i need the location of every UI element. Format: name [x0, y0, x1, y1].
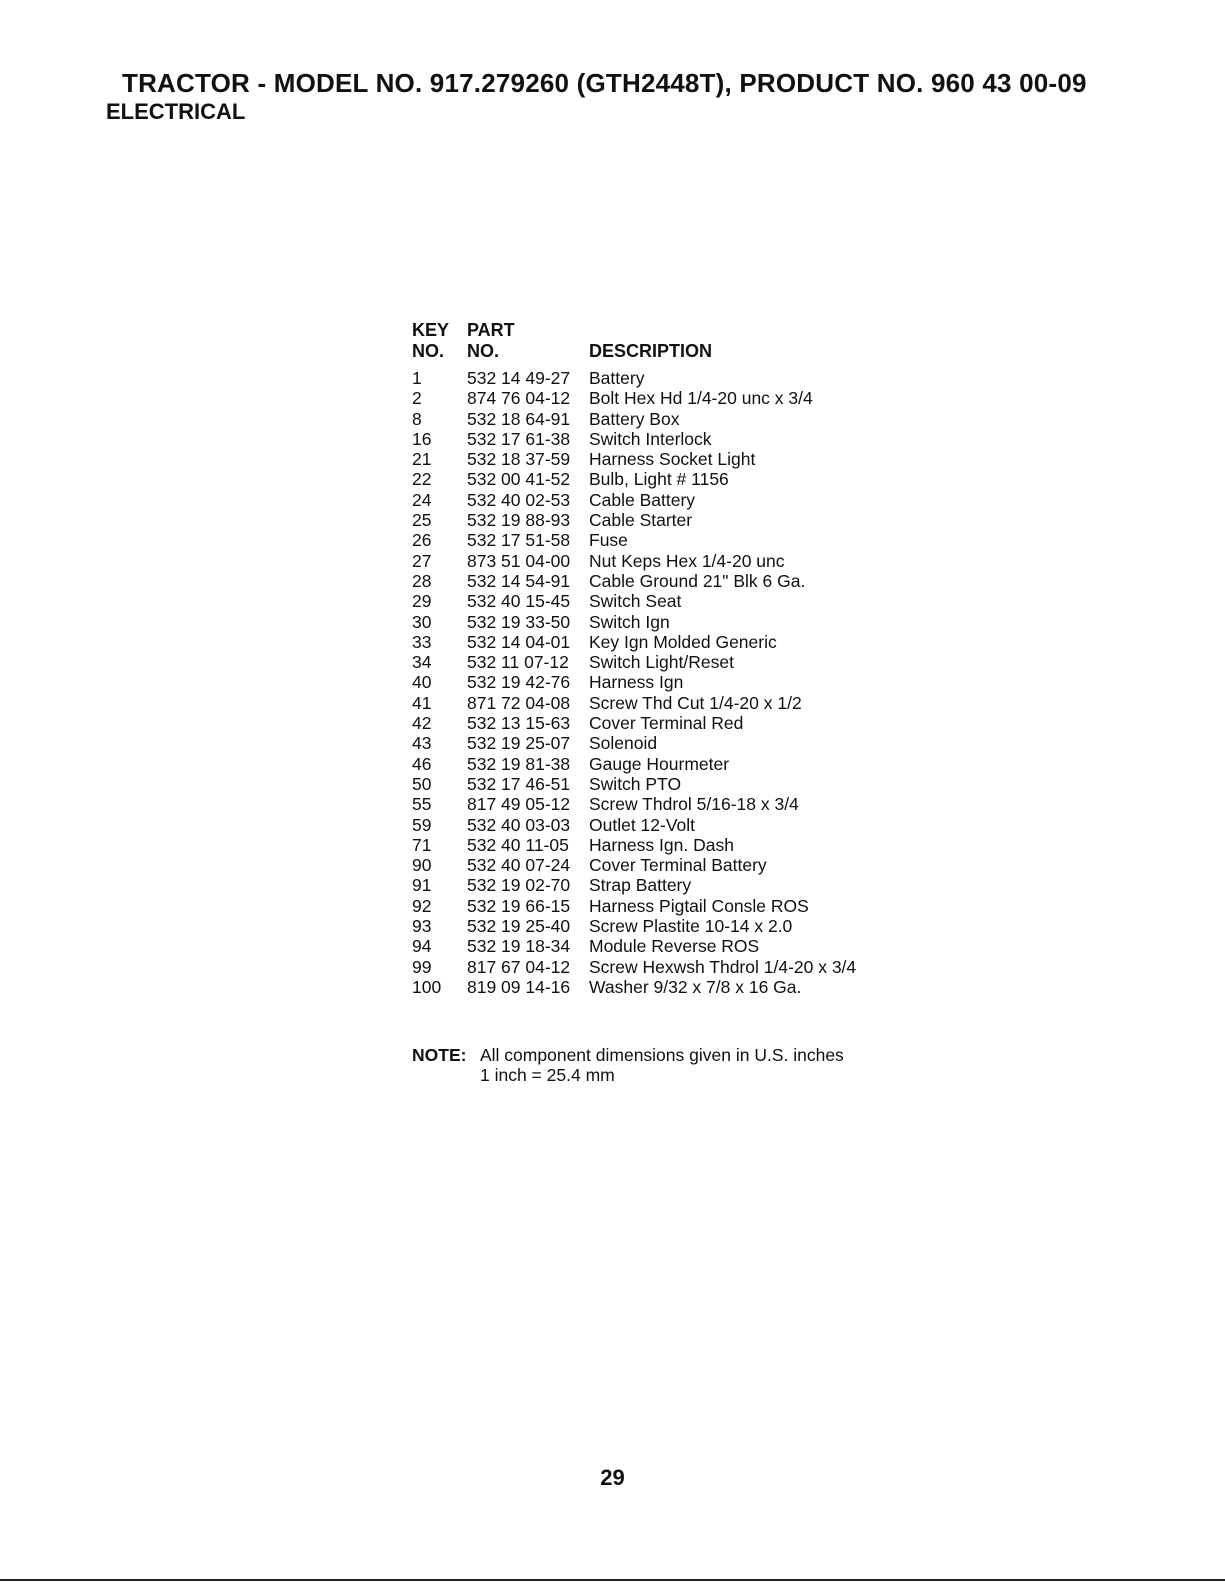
description-cell: Cable Ground 21" Blk 6 Ga.	[589, 570, 806, 591]
description-cell: Module Reverse ROS	[589, 936, 760, 957]
description-cell: Outlet 12-Volt	[589, 814, 696, 835]
part-no-cell: 819 09 14-16	[467, 976, 571, 997]
description-cell: Switch Seat	[589, 591, 682, 612]
description-cell: Switch PTO	[589, 773, 682, 794]
key-no-cell: 2	[412, 388, 422, 409]
description-cell: Screw Hexwsh Thdrol 1/4-20 x 3/4	[589, 956, 857, 977]
table-row	[412, 855, 909, 875]
description-cell: Solenoid	[589, 733, 658, 754]
key-no-cell: 30	[412, 611, 432, 632]
table-row	[412, 571, 909, 591]
key-no-cell: 34	[412, 652, 432, 673]
part-no-cell: 532 40 15-45	[467, 591, 571, 612]
table-row	[412, 815, 909, 835]
key-no-cell: 21	[412, 449, 432, 470]
part-no-cell: 532 14 04-01	[467, 631, 571, 652]
key-no-cell: 24	[412, 489, 432, 510]
part-no-cell: 532 19 42-76	[467, 672, 571, 693]
description-cell: Harness Ign	[589, 672, 684, 693]
part-no-cell: 532 40 03-03	[467, 814, 571, 835]
description-cell: Screw Plastite 10-14 x 2.0	[589, 916, 793, 937]
table-row	[412, 733, 909, 753]
part-no-cell: 532 40 07-24	[467, 855, 571, 876]
key-no-cell: 59	[412, 814, 432, 835]
description-cell: Cover Terminal Battery	[589, 855, 767, 876]
table-row	[412, 835, 909, 855]
table-row	[412, 957, 909, 977]
table-row	[412, 388, 909, 408]
description-cell: Bulb, Light # 1156	[589, 469, 729, 490]
part-no-cell: 532 19 18-34	[467, 936, 571, 957]
key-no-cell: 1	[412, 368, 422, 388]
key-no-cell: 16	[412, 428, 432, 449]
part-no-cell: 874 76 04-12	[467, 388, 571, 409]
description-cell: Harness Ign. Dash	[589, 834, 734, 855]
part-no-cell: 532 19 33-50	[467, 611, 571, 632]
description-cell: Cable Starter	[589, 510, 693, 531]
parts-table-body	[412, 368, 909, 997]
table-row	[412, 551, 909, 571]
part-no-cell: 532 18 37-59	[467, 449, 571, 470]
part-no-cell: 532 17 51-58	[467, 530, 571, 551]
part-no-cell: 532 40 02-53	[467, 489, 571, 510]
description-cell: Harness Pigtail Consle ROS	[589, 895, 809, 916]
part-no-cell: 532 40 11-05	[467, 834, 569, 855]
key-no-cell: 91	[412, 875, 432, 896]
description-cell: Cable Battery	[589, 489, 696, 510]
key-no-cell: 43	[412, 733, 432, 754]
part-header-line1: PART	[467, 320, 515, 340]
key-no-cell: 50	[412, 773, 432, 794]
table-row	[412, 936, 909, 956]
page-title: TRACTOR - MODEL NO. 917.279260 (GTH2448T), PRODUCT NO. 960 43 00-09	[122, 68, 1087, 98]
key-no-cell: 8	[412, 408, 422, 429]
part-no-cell: 532 19 66-15	[467, 895, 571, 916]
note-line2: 1 inch = 25.4 mm	[480, 1065, 615, 1085]
table-row	[412, 429, 909, 449]
key-no-cell: 100	[412, 976, 442, 997]
table-row	[412, 896, 909, 916]
key-no-cell: 71	[412, 834, 432, 855]
table-row	[412, 713, 909, 733]
key-header-line1: KEY	[412, 320, 450, 340]
part-no-cell: 532 19 25-40	[467, 916, 571, 937]
key-no-cell: 46	[412, 753, 432, 774]
key-no-cell: 93	[412, 916, 432, 937]
table-row	[412, 774, 909, 794]
header-row-1	[412, 320, 909, 341]
part-no-cell: 817 67 04-12	[467, 956, 571, 977]
description-cell: Switch Interlock	[589, 428, 712, 449]
part-no-cell: 532 19 81-38	[467, 753, 571, 774]
table-row	[412, 916, 909, 936]
description-cell: Battery	[589, 368, 645, 388]
key-no-cell: 94	[412, 936, 432, 957]
key-no-cell: 27	[412, 550, 432, 571]
table-row	[412, 409, 909, 429]
key-no-cell: 42	[412, 713, 432, 734]
description-cell: Cover Terminal Red	[589, 713, 744, 734]
parts-table-header	[412, 320, 909, 368]
table-row	[412, 530, 909, 550]
description-cell: Washer 9/32 x 7/8 x 16 Ga.	[589, 976, 802, 997]
section-title: ELECTRICAL	[106, 99, 246, 124]
bottom-rule	[0, 1579, 1225, 1581]
description-cell: Switch Ign	[589, 611, 670, 632]
part-no-cell: 532 19 02-70	[467, 875, 571, 896]
key-no-cell: 40	[412, 672, 432, 693]
table-row	[412, 490, 909, 510]
note	[412, 1045, 844, 1085]
key-no-cell: 33	[412, 631, 432, 652]
part-header-line2: NO.	[467, 341, 500, 361]
part-no-cell: 532 19 25-07	[467, 733, 571, 754]
part-no-cell: 871 72 04-08	[467, 692, 571, 713]
description-cell: Gauge Hourmeter	[589, 753, 730, 774]
table-row	[412, 632, 909, 652]
parts-table	[412, 320, 909, 997]
description-cell: Screw Thd Cut 1/4-20 x 1/2	[589, 692, 802, 713]
table-row	[412, 469, 909, 489]
description-cell: Switch Light/Reset	[589, 652, 734, 673]
note-line1: All component dimensions given in U.S. inches	[480, 1045, 844, 1065]
table-row	[412, 794, 909, 814]
description-cell: Battery Box	[589, 408, 680, 429]
description-cell: Nut Keps Hex 1/4-20 unc	[589, 550, 785, 571]
description-cell: Harness Socket Light	[589, 449, 756, 470]
description-cell: Screw Thdrol 5/16-18 x 3/4	[589, 794, 799, 815]
key-no-cell: 41	[412, 692, 432, 713]
part-no-cell: 817 49 05-12	[467, 794, 571, 815]
part-no-cell: 532 14 49-27	[467, 368, 571, 388]
part-no-cell: 532 19 88-93	[467, 510, 571, 531]
note-line1-row	[412, 1045, 844, 1065]
part-no-cell: 532 14 54-91	[467, 570, 571, 591]
key-header-line2: NO.	[412, 341, 445, 361]
description-cell: Fuse	[589, 530, 628, 551]
part-no-cell: 532 17 46-51	[467, 773, 571, 794]
key-no-cell: 55	[412, 794, 432, 815]
description-cell: Key Ign Molded Generic	[589, 631, 777, 652]
key-no-cell: 25	[412, 510, 432, 531]
key-no-cell: 99	[412, 956, 432, 977]
table-row	[412, 449, 909, 469]
key-no-cell: 26	[412, 530, 432, 551]
part-no-cell: 532 11 07-12	[467, 652, 569, 673]
table-row	[412, 672, 909, 692]
page-number: 29	[600, 1465, 625, 1490]
table-row	[412, 754, 909, 774]
header-row-2	[412, 341, 909, 368]
table-row	[412, 875, 909, 895]
part-no-cell: 873 51 04-00	[467, 550, 571, 571]
part-no-cell: 532 00 41-52	[467, 469, 571, 490]
desc-header-spacer	[589, 320, 909, 341]
key-no-cell: 28	[412, 570, 432, 591]
description-cell: Strap Battery	[589, 875, 692, 896]
table-row	[412, 368, 909, 388]
description-header: DESCRIPTION	[589, 341, 713, 361]
table-row	[412, 977, 909, 997]
part-no-cell: 532 13 15-63	[467, 713, 571, 734]
key-no-cell: 22	[412, 469, 432, 490]
description-cell: Bolt Hex Hd 1/4-20 unc x 3/4	[589, 388, 813, 409]
table-row	[412, 652, 909, 672]
note-label: NOTE:	[412, 1045, 467, 1065]
table-row	[412, 591, 909, 611]
key-no-cell: 29	[412, 591, 432, 612]
part-no-cell: 532 17 61-38	[467, 428, 571, 449]
table-row	[412, 612, 909, 632]
table-row	[412, 693, 909, 713]
part-no-cell: 532 18 64-91	[467, 408, 571, 429]
key-no-cell: 90	[412, 855, 432, 876]
key-no-cell: 92	[412, 895, 432, 916]
table-row	[412, 510, 909, 530]
